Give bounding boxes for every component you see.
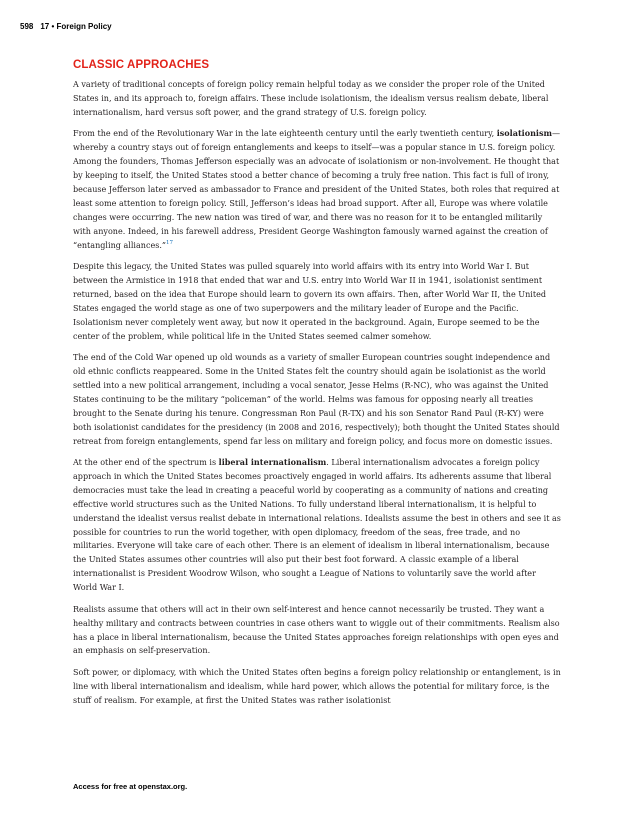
page-number: 598: [20, 22, 34, 31]
key-term-isolationism: isolationism: [496, 128, 553, 139]
text-run: —whereby a country stays out of foreign entanglements and keeps to itself—was a popular stance in U.S. foreign policy. Among the founders, Thomas Jefferson especially was an advocate of isolationism or non-involvement. He thought that by keeping to itself, the United States stood a better chance of becoming a truly free nation. This fact is full of irony, because Jefferson later served as ambassador to France and president of the United States, both roles that required at least some attention to foreign policy. Still, Jefferson’s ideas had broad support. After all, Europe was where volatile changes were occurring. The new nation was tired of war, and there was no reason for it to be entangled militarily with anyone. Indeed, in his farewell address, President George Washington famously warned against the creation of “entangling alliances.”: [73, 129, 561, 250]
key-term-liberal-internationalism: liberal internationalism: [218, 457, 327, 468]
paragraph-soft-power: Soft power, or diplomacy, with which the United States often begins a foreign policy relationship or entanglement, is in line with liberal internationalism and idealism, while hard power, which allows the potential for military force, is the stuff of realism. For example, at first the United States was rather isolationist: [73, 667, 561, 705]
footnote-link[interactable]: 17: [166, 239, 174, 246]
page-content: [73, 59, 561, 715]
paragraph-cold-war: The end of the Cold War opened up old wounds as a variety of smaller European countries sought independence and old ethnic conflicts reappeared. Some in the United States felt the country should again be isolationist as the world settled into a new political arrangement, including a vocal senator, Jesse Helms (R-NC), who was against the United States continuing to be the military “policeman” of the world. Helms was famous for opposing nearly all treaties brought to the Senate during his tenure. Congressman Ron Paul (R-TX) and his son Senator Rand Paul (R-KY) were both isolationist candidates for the presidency (in 2008 and 2016, respectively); both thought the United States should retreat from foreign entanglements, spend far less on military and foreign policy, and focus more on domestic issues.: [73, 353, 560, 446]
text-run: . Liberal internationalism advocates a foreign policy approach in which the United States becomes proactively engaged in world affairs. Its adherents assume that liberal democracies must take the lead in creating a peaceful world by cooperating as a community of nations and creating effective world structures such as the United Nations. To fully understand liberal internationalism, it is helpful to understand the idealist versus realist debate in international relations. Idealists assume the best in others and see it as possible for countries to run the world together, with open diplomacy, freedom of the seas, free trade, and no militaries. Everyone will take care of each other. There is an element of idealism in liberal internationalism, because the United States assumes other countries will also put their best foot forward. A classic example of a liberal internationalist is President Woodrow Wilson, who sought a League of Nations to voluntarily save the world after World War I.: [73, 458, 561, 593]
paragraph-intro: A variety of traditional concepts of foreign policy remain helpful today as we consider the proper role of the United States in, and its approach to, foreign affairs. These include isolationism, the idealism versus realism debate, liberal internationalism, hard versus soft power, and the grand strategy of U.S. foreign policy.: [73, 80, 549, 117]
text-run: At the other end of the spectrum is: [73, 458, 219, 468]
paragraph-world-wars: Despite this legacy, the United States was pulled squarely into world affairs with its entry into World War I. But between the Armistice in 1918 that ended that war and U.S. entry into World War II in 1941, isolationist sentiment returned, based on the idea that Europe should learn to govern its own affairs. Then, after World War II, the United States engaged the world stage as one of two superpowers and the military leader of Europe and the Pacific. Isolationism never completely went away, but now it operated in the background. Again, Europe seemed to be the center of the problem, while political life in the United States seemed calmer somehow.: [73, 262, 546, 341]
text-run: From the end of the Revolutionary War in the late eighteenth century until the early twentieth century,: [73, 129, 497, 139]
paragraph-isolationism: [73, 127, 561, 252]
paragraph-realism: Realists assume that others will act in their own self-interest and hence cannot necessarily be trusted. They want a healthy military and contracts between countries in case others want to wiggle out of their commitments. Realism also has a place in liberal internationalism, because the United States approaches foreign relationships with open eyes and an emphasis on self-preservation.: [73, 604, 560, 656]
chapter-title: 17 • Foreign Policy: [40, 22, 112, 31]
paragraph-liberal-internationalism: [73, 456, 561, 595]
section-title: CLASSIC APPROACHES: [73, 59, 210, 71]
footer-access-note: Access for free at openstax.org.: [73, 782, 188, 791]
running-head: [20, 22, 112, 31]
